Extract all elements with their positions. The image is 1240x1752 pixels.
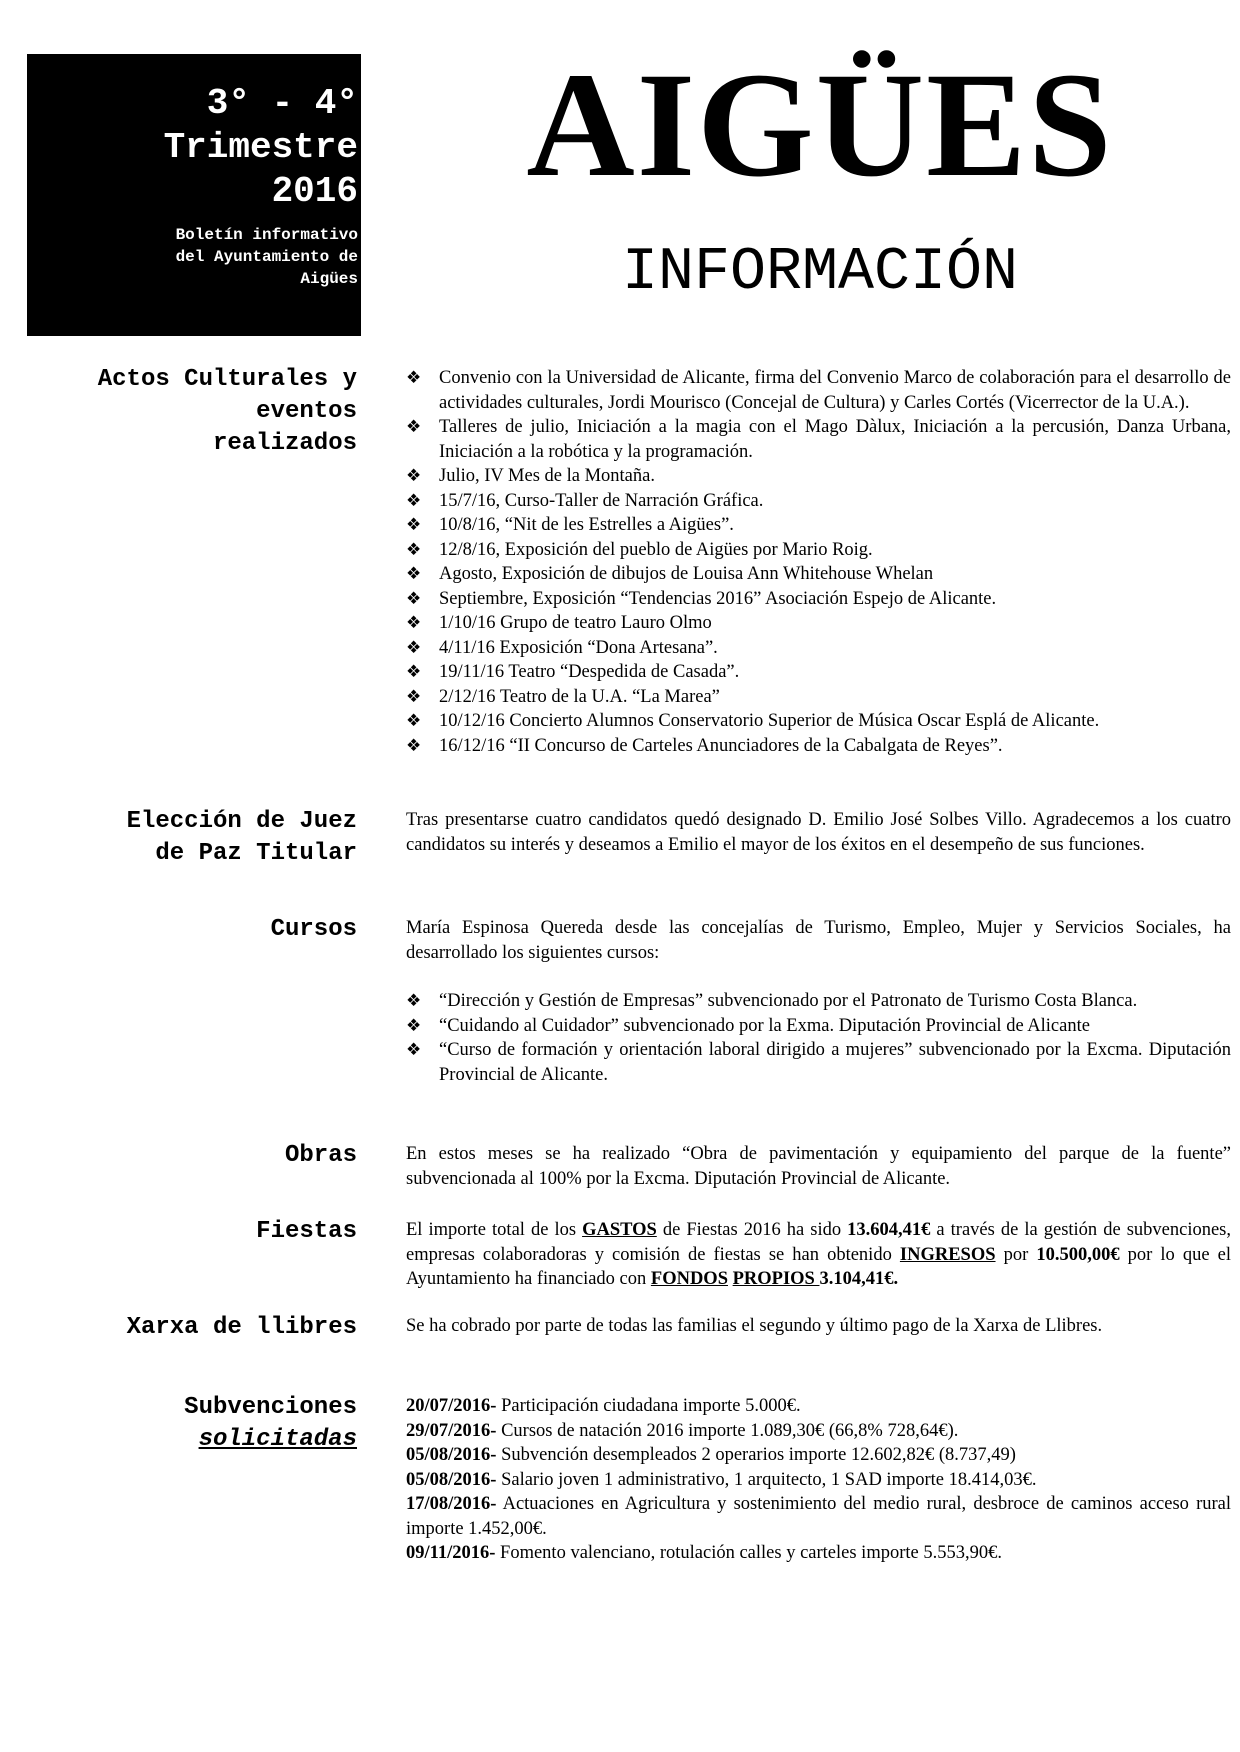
list-item bbox=[406, 709, 1231, 734]
list-item bbox=[406, 513, 1231, 538]
bullet-icon: ❖ bbox=[406, 991, 422, 1010]
list-item-text: 12/8/16, Exposición del pueblo de Aigües por Mario Roig. bbox=[439, 539, 873, 560]
bullet-icon: ❖ bbox=[406, 662, 422, 681]
text-run: de Fiestas 2016 ha sido bbox=[656, 1220, 848, 1240]
section-actos-label bbox=[27, 364, 357, 460]
propios-word: PROPIOS bbox=[732, 1269, 820, 1289]
list-item bbox=[406, 562, 1231, 587]
list-item bbox=[406, 366, 1231, 415]
gastos-amount: 13.604,41€ bbox=[847, 1220, 931, 1240]
list-item bbox=[406, 660, 1231, 685]
text-run: El importe total de los bbox=[406, 1220, 583, 1240]
subvencion-text: Actuaciones en Agricultura y sostenimiento del medio rural, desbroce de caminos acceso rural importe 1.452,00€. bbox=[406, 1494, 1231, 1539]
section-obras-label: Obras bbox=[284, 1142, 357, 1169]
bullet-icon: ❖ bbox=[406, 711, 422, 730]
subvencion-date: 09/11/2016- bbox=[406, 1543, 496, 1563]
xarxa-text: Se ha cobrado por parte de todas las familias el segundo y último pago de la Xarxa de Llibres. bbox=[406, 1316, 1103, 1336]
subvencion-date: 29/07/2016- bbox=[406, 1420, 497, 1441]
issue-quarter: 3° - 4° bbox=[206, 83, 358, 124]
bullet-icon: ❖ bbox=[406, 515, 422, 534]
subvencion-row bbox=[406, 1541, 1231, 1566]
list-item bbox=[406, 989, 1231, 1014]
bullet-icon: ❖ bbox=[406, 490, 422, 510]
bullet-icon: ❖ bbox=[406, 539, 422, 559]
subvencion-text: Salario joven 1 administrativo, 1 arquitecto, 1 SAD importe 18.414,03€. bbox=[496, 1469, 1037, 1490]
bullet-icon: ❖ bbox=[406, 735, 422, 755]
section-juez-label bbox=[27, 806, 357, 870]
ingresos-word: INGRESOS bbox=[899, 1244, 996, 1265]
list-item-text: Agosto, Exposición de dibujos de Louisa Ann Whitehouse Whelan bbox=[439, 564, 934, 584]
obras-text: En estos meses se ha realizado “Obra de pavimentación y equipamiento del parque de la fuente” subvencionada al 100% por la Excma. Diputación Provincial de Alicante. bbox=[406, 1144, 1231, 1189]
subvenciones-list bbox=[406, 1394, 1231, 1566]
list-item-text: Septiembre, Exposición “Tendencias 2016” Asociación Espejo de Alicante. bbox=[439, 588, 997, 609]
fiestas-text bbox=[406, 1218, 1231, 1292]
list-item bbox=[406, 636, 1231, 661]
gastos-word: GASTOS bbox=[582, 1220, 657, 1240]
label-line: Actos Culturales y bbox=[97, 366, 357, 393]
label-line: Subvenciones bbox=[184, 1394, 357, 1421]
masthead bbox=[420, 40, 1220, 308]
subvencion-text: Subvención desempleados 2 operarios importe 12.602,82€ (8.737,49) bbox=[496, 1445, 1016, 1465]
list-item bbox=[406, 611, 1231, 636]
label-line: realizados bbox=[212, 430, 357, 457]
list-item-text: 15/7/16, Curso-Taller de Narración Gráfica. bbox=[439, 490, 764, 511]
list-item-text: “Dirección y Gestión de Empresas” subvencionado por el Patronato de Turismo Costa Blanca. bbox=[439, 991, 1138, 1011]
bullet-icon: ❖ bbox=[406, 588, 422, 608]
bullet-icon: ❖ bbox=[406, 613, 422, 632]
list-item-text: 10/8/16, “Nit de les Estrelles a Aigües”. bbox=[439, 515, 734, 535]
label-line: eventos bbox=[256, 398, 357, 425]
cursos-list bbox=[406, 989, 1231, 1087]
list-item-text: 16/12/16 “II Concurso de Carteles Anunciadores de la Cabalgata de Reyes”. bbox=[439, 735, 1003, 756]
issue-trimestre: Trimestre bbox=[163, 127, 358, 168]
bullet-icon: ❖ bbox=[406, 1040, 422, 1059]
section-subvenciones-label bbox=[27, 1392, 357, 1456]
cursos-intro: María Espinosa Quereda desde las concejalías de Turismo, Empleo, Mujer y Servicios Sociales, ha desarrollado los siguientes cursos: bbox=[406, 918, 1231, 963]
list-item-text: 19/11/16 Teatro “Despedida de Casada”. bbox=[439, 662, 740, 682]
list-item-text: Talleres de julio, Iniciación a la magia con el Mago Dàlux, Iniciación a la percusión, Danza Urbana, Iniciación a la robótica y la programación. bbox=[439, 417, 1231, 462]
subvencion-date: 20/07/2016- bbox=[406, 1396, 497, 1416]
section-xarxa-label: Xarxa de llibres bbox=[126, 1314, 357, 1341]
fondos-word: FONDOS bbox=[650, 1269, 728, 1289]
list-item-text: Convenio con la Universidad de Alicante, firma del Convenio Marco de colaboración para el desarrollo de actividades culturales, Jordi Mourisco (Concejal de Cultura) y Carles Cortés (Vicerrector de la U.A.). bbox=[439, 368, 1231, 413]
subvencion-text: Participación ciudadana importe 5.000€. bbox=[496, 1396, 801, 1416]
subvencion-row bbox=[406, 1394, 1231, 1419]
subvencion-date: 17/08/2016- bbox=[406, 1494, 497, 1514]
masthead-title: AIGÜES bbox=[526, 42, 1114, 208]
list-item-text: 1/10/16 Grupo de teatro Lauro Olmo bbox=[439, 613, 712, 633]
text-run: a través de la gestión de subvenciones, empresas colaboradoras y comisión de fiestas se han obtenido bbox=[406, 1220, 1231, 1265]
issue-desc-line3: Aigües bbox=[300, 270, 358, 288]
bullet-icon: ❖ bbox=[406, 686, 422, 706]
list-item-text: “Curso de formación y orientación laboral dirigido a mujeres” subvencionado por la Excma. Diputación Provincial de Alicante. bbox=[439, 1040, 1231, 1085]
section-fiestas-label: Fiestas bbox=[256, 1218, 357, 1245]
list-item bbox=[406, 415, 1231, 464]
juez-text: Tras presentarse cuatro candidatos quedó designado D. Emilio José Solbes Villo. Agradecemos a los cuatro candidatos su interés y deseamos a Emilio el mayor de los éxitos en el desempeño de sus funciones. bbox=[406, 810, 1231, 855]
bullet-icon: ❖ bbox=[406, 368, 422, 387]
bullet-icon: ❖ bbox=[406, 466, 422, 485]
subvencion-date: 05/08/2016- bbox=[406, 1445, 497, 1465]
list-item-text: 4/11/16 Exposición “Dona Artesana”. bbox=[439, 637, 718, 658]
text-run: por lo que el Ayuntamiento ha financiado con bbox=[406, 1244, 1231, 1289]
subvencion-text: Cursos de natación 2016 importe 1.089,30€ (66,8% 728,64€). bbox=[496, 1420, 959, 1441]
list-item bbox=[406, 587, 1231, 612]
list-item-text: 10/12/16 Concierto Alumnos Conservatorio Superior de Música Oscar Esplá de Alicante. bbox=[439, 711, 1100, 731]
issue-desc-line1: Boletín informativo bbox=[175, 226, 358, 244]
bullet-icon: ❖ bbox=[406, 1015, 422, 1035]
label-line: solicitadas bbox=[198, 1426, 357, 1453]
issue-desc-line2: del Ayuntamiento de bbox=[175, 248, 358, 266]
subvencion-date: 05/08/2016- bbox=[406, 1469, 497, 1490]
subvencion-row bbox=[406, 1419, 1231, 1444]
bullet-icon: ❖ bbox=[406, 564, 422, 583]
label-line: Elección de Juez bbox=[126, 808, 357, 835]
list-item-text: Julio, IV Mes de la Montaña. bbox=[439, 466, 655, 486]
list-item bbox=[406, 538, 1231, 563]
list-item bbox=[406, 464, 1231, 489]
subvencion-row bbox=[406, 1468, 1231, 1493]
issue-box bbox=[27, 54, 361, 336]
issue-year: 2016 bbox=[271, 171, 358, 212]
fondos-amount: 3.104,41€. bbox=[819, 1269, 899, 1289]
subvencion-text: Fomento valenciano, rotulación calles y carteles importe 5.553,90€. bbox=[495, 1543, 1002, 1563]
list-item bbox=[406, 734, 1231, 759]
bullet-icon: ❖ bbox=[406, 417, 422, 436]
list-item-text: “Cuidando al Cuidador” subvencionado por la Exma. Diputación Provincial de Alicante bbox=[439, 1015, 1090, 1036]
ingresos-amount: 10.500,00€ bbox=[1036, 1244, 1120, 1265]
list-item bbox=[406, 685, 1231, 710]
label-line: de Paz Titular bbox=[155, 840, 357, 867]
subvencion-row bbox=[406, 1443, 1231, 1468]
list-item bbox=[406, 489, 1231, 514]
list-item bbox=[406, 1014, 1231, 1039]
subvencion-row bbox=[406, 1492, 1231, 1541]
actos-list bbox=[406, 366, 1231, 758]
list-item-text: 2/12/16 Teatro de la U.A. “La Marea” bbox=[439, 686, 720, 707]
masthead-subtitle: INFORMACIÓN bbox=[621, 239, 1019, 307]
text-run: por bbox=[995, 1244, 1037, 1265]
list-item bbox=[406, 1038, 1231, 1087]
section-cursos-label: Cursos bbox=[270, 916, 357, 943]
bullet-icon: ❖ bbox=[406, 637, 422, 657]
